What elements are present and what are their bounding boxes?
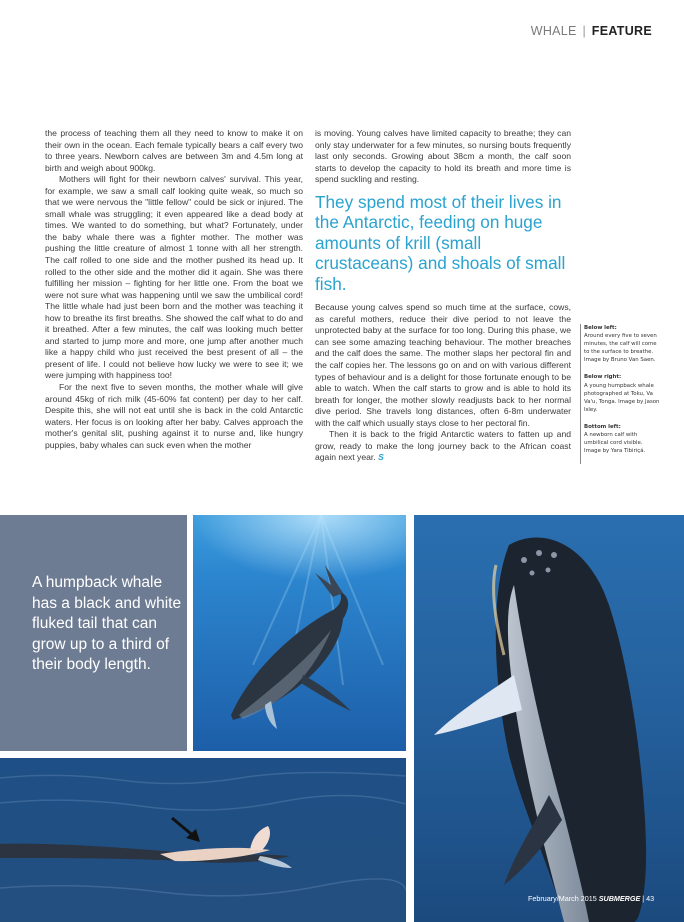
page-number: 43 [646, 894, 655, 903]
magazine-name: SUBMERGE [598, 894, 641, 903]
caption-below-left [584, 324, 660, 364]
section-header [531, 24, 652, 38]
section-category: FEATURE [591, 24, 652, 38]
caption-title: Below left: [584, 325, 617, 331]
article-paragraph-text: Then it is back to the frigid Antarctic waters to fatten up and grow, ready to make the long journey back to the African coast again next year. [315, 429, 571, 463]
article-paragraph: Mothers will fight for their newborn calves' survival. This year, for example, we saw a small calf looking quite weak, so much so that we were nervous the "little fellow" could be sick or injured. The small whale was struggling; it even appeared like a dead body at times. We wanted to do something, but what? Fortunately, under the baby whale there was a fighter mother. The mother was pushing the little creature of almost 1 tonne with all her strength. The calf rolled to one side and the mother pushed its head up. It rolled to the other side and the mother did it again. She was there fulfilling her mission – fighting for her little one. From the boat we were not sure what was happening until we saw the umbilical cord! The little whale had just been born and the mother was teaching it how to breathe its first breaths. She showed the calf what to do and it breathed. After a few minutes, the calf was looking much better and started to jump more and more, one jump after another much like a happy child who just received the best present of all – the present of life. I could not believe how lucky we were to see it; we were jumping with happiness too! [45, 174, 303, 381]
article-paragraph: the process of teaching them all they need to know to make it on their own in the ocean. Each female typically bears a calf every two to three years. Newborn calves are between 3m and 4.5m long at birth and weigh about 900kg. [45, 128, 303, 173]
caption-bottom-left [584, 423, 660, 455]
fact-box [0, 515, 187, 751]
issue-date: February/March 2015 [528, 894, 597, 903]
pull-quote: They spend most of their lives in the Antarctic, feeding on huge amounts of krill (small crustaceans) and shoals of small fish. [315, 191, 566, 294]
article-column-2 [315, 128, 571, 464]
humpback-photo [414, 515, 684, 922]
photo-captions [580, 324, 660, 464]
humpback-whale-illustration [414, 515, 684, 922]
caption-title: Below right: [584, 374, 622, 381]
article-column-1 [45, 128, 303, 451]
section-name: WHALE [530, 24, 577, 38]
article-paragraph: For the next five to seven months, the mother whale will give around 45kg of rich milk (45-60% fat content) per day to her calf. Despite this, she will not eat until she is back in the cold Antarctic waters. Her focus is on looking after her baby. Calves approach the mother's genital slit, pushing against it to nurse and, like hungry puppies, baby whales can suck even when the mother [45, 382, 303, 450]
page-footer [528, 894, 654, 903]
footer-separator: | [642, 894, 645, 903]
article-paragraph: is moving. Young calves have limited capacity to breathe; they can only stay underwater for a few minutes, so nursing bouts frequently last only seconds. Growing about 38cm a month, the calf soon starts to develop the capacity to hold its breath and more time is spend suckling and resting. [315, 128, 571, 185]
calf-whale-illustration [193, 515, 406, 751]
header-separator: | [582, 24, 587, 38]
article-paragraph: Because young calves spend so much time at the surface, cows, as careful mothers, reduce their dive period to not leave the unprotected baby at the surface for too long. During this phase, we can see some amazing teaching behaviour. The mother breaches and the calf does the same. The mother slaps her pectoral fin and the calf copies her. The lessons go on and on with various different types of behaviour and is a delight for those fortunate enough to be able to watch. When the calf starts to grow and is able to hold its breath for longer, the mother slowly readjusts back to her normal dive period. She travels long distances, often 6-8m underwater with the calf which usually stays close to her pectoral fin. [315, 302, 571, 428]
end-mark: S [378, 452, 384, 463]
fact-box-text: A humpback whale has a black and white fluked tail that can grow up to a third of their body length. [32, 574, 182, 673]
caption-title: Bottom left: [584, 423, 621, 430]
article-paragraph-last [315, 429, 571, 464]
caption-text: Around every five to seven minutes, the calf will come to the surface to breathe. Image by Bruno Van Saen. [584, 333, 657, 364]
caption-below-right [584, 373, 660, 413]
caption-text: A newborn calf with umbilical cord visible. Image by Yara Tibiriçá. [584, 432, 646, 455]
calf-photo [193, 515, 406, 751]
caption-text: A young humpback whale photographed at Toku, Va Va'u, Tonga. Image by Jason Isley. [584, 382, 660, 413]
surface-whale-illustration [0, 758, 406, 922]
newborn-calf-photo [0, 758, 406, 922]
